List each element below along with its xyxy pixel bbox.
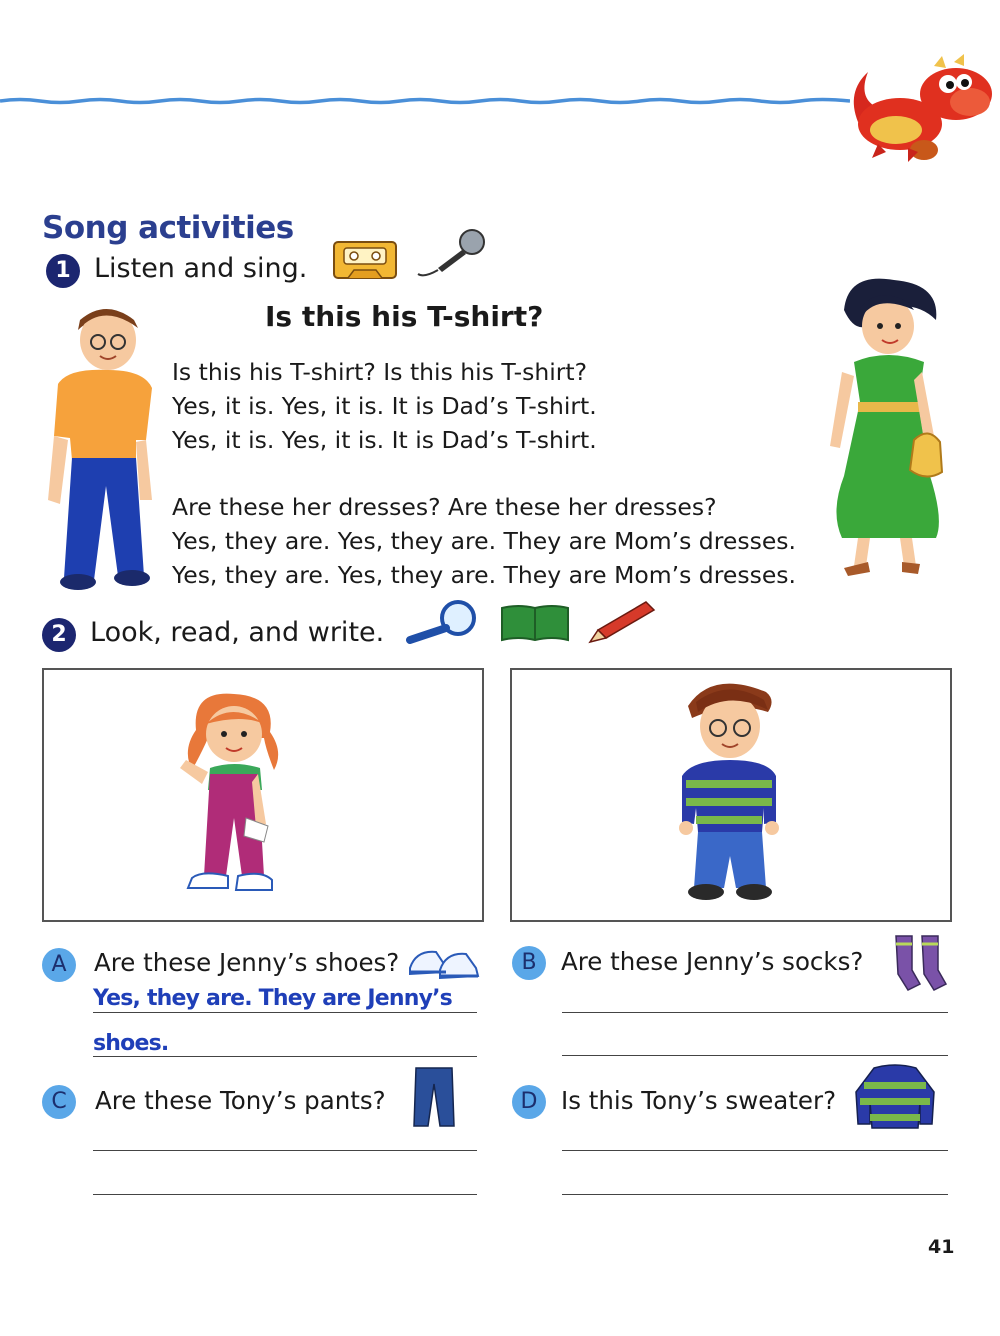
song-lyric-line: Yes, it is. Yes, it is. It is Dad’s T-shirt. [172,392,597,420]
tony-illustration [672,676,784,908]
shoes-icon [406,942,482,982]
song-title: Is this his T-shirt? [265,300,544,333]
top-decorative-line [0,96,850,106]
socks-icon [890,932,950,994]
activity-instruction: Look, read, and write. [90,617,385,648]
dragon-mascot-illustration [838,52,996,164]
answer-line [562,1194,948,1195]
question-text: Is this Tony’s sweater? [561,1086,837,1115]
question-letter-badge: B [512,946,546,980]
question-text: Are these Jenny’s shoes? [94,948,400,977]
answer-line [562,1055,948,1056]
activity-instruction: Listen and sing. [94,253,308,284]
jenny-illustration [172,690,294,900]
answer-line [562,1150,948,1151]
answer-line [93,1012,477,1013]
pencil-icon [588,598,656,644]
answer-line [93,1150,477,1151]
dad-illustration [48,300,158,592]
section-title: Song activities [42,210,294,246]
song-lyric-line: Is this his T-shirt? Is this his T-shirt? [172,358,588,386]
song-lyric-line: Yes, they are. Yes, they are. They are Mom’s dresses. [172,527,796,555]
song-lyric-line: Yes, it is. Yes, it is. It is Dad’s T-shirt. [172,426,597,454]
answer-text: Yes, they are. They are Jenny’s [93,986,452,1011]
answer-line [562,1012,948,1013]
activity-number-badge: 2 [42,618,76,652]
answer-text: shoes. [93,1031,169,1056]
answer-line [93,1056,477,1057]
mom-illustration [818,276,950,580]
page-number: 41 [928,1236,955,1258]
magnifier-icon [404,598,484,644]
sweater-icon [854,1062,936,1132]
song-lyric-line: Yes, they are. Yes, they are. They are Mom’s dresses. [172,561,796,589]
song-lyric-line: Are these her dresses? Are these her dresses? [172,493,717,521]
cassette-icon [332,240,398,280]
pants-icon [412,1066,456,1128]
question-text: Are these Jenny’s socks? [561,947,864,976]
question-letter-badge: D [512,1085,546,1119]
microphone-icon [416,228,490,280]
activity-number-badge: 1 [46,254,80,288]
answer-line [93,1194,477,1195]
question-letter-badge: A [42,948,76,982]
question-text: Are these Tony’s pants? [95,1086,386,1115]
book-icon [500,604,570,642]
question-letter-badge: C [42,1085,76,1119]
